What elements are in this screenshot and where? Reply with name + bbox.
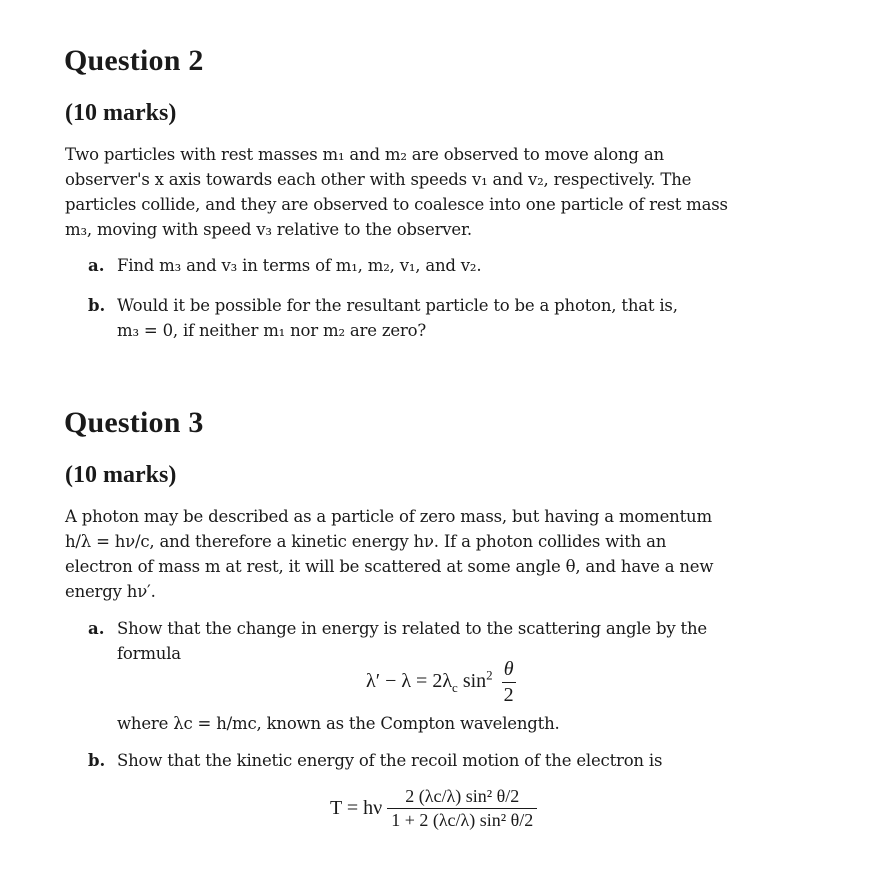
recoil-formula-numerator: 2 (λc/λ) sin² θ/2: [387, 786, 537, 809]
question-2-intro-line: Two particles with rest masses m₁ and m₂ are observed to move along an: [65, 145, 664, 164]
compton-formula-sin: sin: [462, 670, 487, 693]
compton-formula-subscript: c: [452, 680, 458, 696]
question-3-title: Question 3: [64, 406, 204, 439]
question-3-intro-line: electron of mass m at rest, it will be scattered at some angle θ, and have a new: [65, 557, 714, 576]
question-3-part-b-text: Show that the kinetic energy of the recoil motion of the electron is: [117, 751, 663, 770]
question-2-part-b-label: b.: [88, 296, 106, 315]
question-2-part-a-label: a.: [88, 256, 105, 275]
question-2-intro-line: particles collide, and they are observed to coalesce into one particle of rest mass: [65, 195, 728, 214]
question-2-part-b-line: m₃ = 0, if neither m₁ nor m₂ are zero?: [117, 321, 426, 340]
question-3-part-a-label: a.: [88, 619, 105, 638]
question-3-intro-line: h/λ = hν/c, and therefore a kinetic energy hν. If a photon collides with an: [65, 532, 667, 551]
question-2-part-b-text: [117, 293, 678, 343]
question-2-part-a-text: Find m₃ and v₃ in terms of m₁, m₂, v₁, and v₂.: [117, 256, 482, 275]
compton-formula-lhs: λ′ − λ = 2λ: [366, 670, 453, 693]
question-3-intro-line: A photon may be described as a particle of zero mass, but having a momentum: [65, 507, 712, 526]
question-3-part-b-label: b.: [88, 751, 106, 770]
compton-formula-numerator: θ: [503, 658, 514, 680]
question-2-marks: (10 marks): [65, 100, 177, 126]
question-2-intro-line: observer's x axis towards each other with speeds v₁ and v₂, respectively. The: [65, 170, 692, 189]
recoil-formula-denominator: 1 + 2 (λc/λ) sin² θ/2: [391, 810, 534, 830]
question-3-part-a-after: where λc = h/mc, known as the Compton wavelength.: [117, 714, 560, 733]
question-2-intro: [65, 142, 728, 242]
question-2-part-b-line: Would it be possible for the resultant particle to be a photon, that is,: [117, 296, 678, 315]
question-3-part-a-line: Show that the change in energy is related to the scattering angle by the: [117, 619, 707, 638]
compton-formula-denominator: 2: [503, 684, 514, 706]
compton-formula-square: 2: [486, 667, 493, 683]
question-3-intro: [65, 504, 713, 604]
question-3-marks: (10 marks): [65, 462, 177, 488]
question-2-title: Question 2: [64, 44, 204, 77]
question-3-intro-line: energy hν′.: [65, 582, 156, 601]
question-2-intro-line: m₃, moving with speed v₃ relative to the observer.: [65, 220, 472, 239]
compton-formula: [366, 658, 518, 707]
question-3-part-a-line: formula: [117, 644, 181, 663]
recoil-energy-formula: [330, 786, 537, 831]
recoil-formula-fraction: [387, 786, 537, 831]
compton-formula-fraction: [500, 658, 518, 707]
recoil-formula-lhs: T = hν: [330, 797, 383, 819]
